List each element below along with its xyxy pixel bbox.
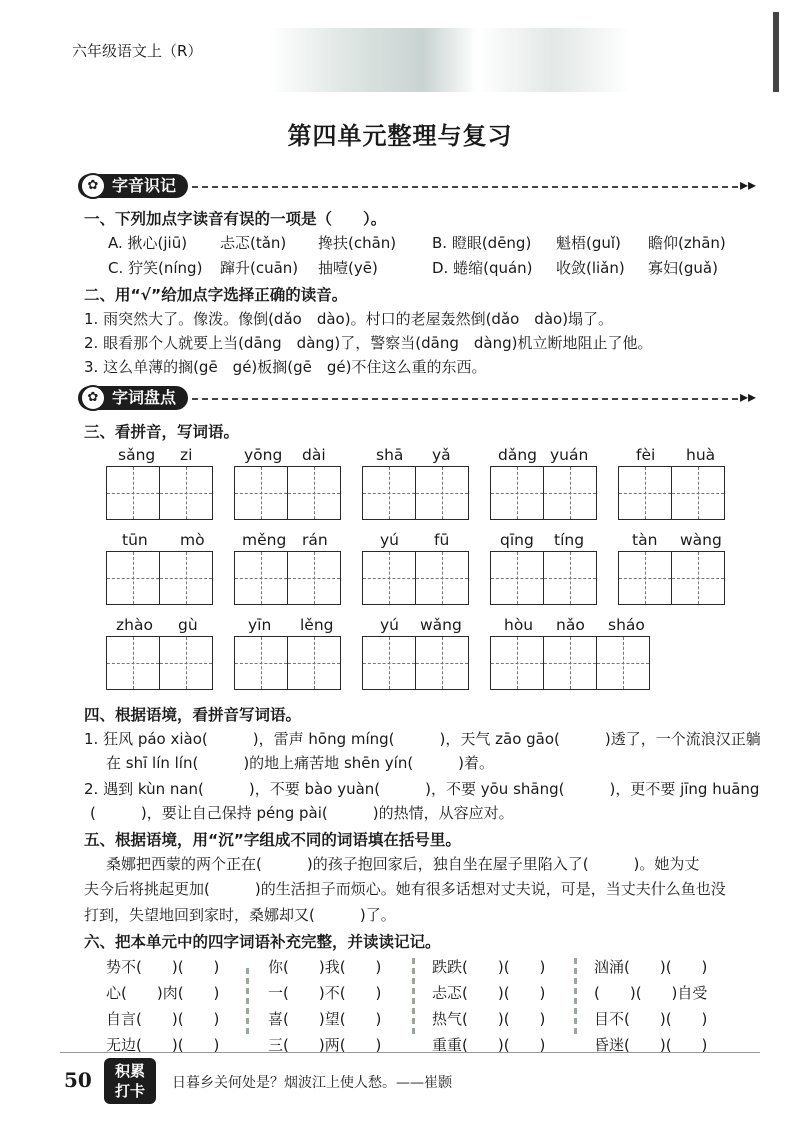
option-c-1: C. 狞笑(níng): [108, 259, 203, 277]
pinyin-label: zi: [180, 446, 193, 464]
option-a-1: A. 揪心(jiū): [108, 234, 188, 252]
page-edge-bar: [773, 12, 779, 92]
pinyin-label: dài: [302, 446, 326, 464]
double-arrow-icon: ▸▸: [740, 175, 757, 194]
idiom-blank: ( )( )自受: [594, 984, 708, 1002]
idiom-blank: 一( )不( ): [268, 984, 382, 1002]
question-5-prompt: 五、根据语境，用“沉”字组成不同的词语填在括号里。: [84, 831, 461, 849]
pinyin-label: yīn: [248, 616, 272, 634]
pinyin-label: měng: [242, 531, 287, 549]
writing-box[interactable]: [490, 636, 650, 690]
pinyin-label: yǎ: [432, 446, 451, 464]
question-4-prompt: 四、根据语境，看拼音写词语。: [84, 706, 302, 724]
writing-box[interactable]: [362, 466, 469, 520]
section-badge-pronunciation: [78, 174, 188, 198]
writing-box[interactable]: [490, 551, 597, 605]
option-b-2: 魁梧(guǐ): [556, 234, 621, 252]
pinyin-label: hòu: [504, 616, 534, 634]
idiom-blank: 汹涌( )( ): [594, 958, 708, 976]
pinyin-label: sǎng: [118, 446, 156, 464]
pinyin-label: yú: [380, 531, 399, 549]
question-5-line: 打到，失望地回到家时，桑娜却又( )了。: [84, 906, 396, 924]
option-a-2: 忐忑(tǎn): [220, 234, 287, 252]
writing-box[interactable]: [490, 466, 597, 520]
idiom-blank: 三( )两( ): [268, 1036, 382, 1054]
stamp-line-1: 积累: [114, 1062, 145, 1080]
footer-quote: 日暮乡关何处是？烟波江上使人愁。——崔颢: [172, 1075, 452, 1091]
question-1-prompt: 一、下列加点字读音有误的一项是（ ）。: [84, 210, 387, 228]
pinyin-label: sháo: [608, 616, 645, 634]
lightbulb-icon: ✿: [80, 173, 106, 199]
writing-box[interactable]: [234, 551, 341, 605]
option-b-1: B. 瞪眼(dēng): [432, 234, 532, 252]
page-number: 50: [64, 1068, 92, 1092]
grade-label: 六年级语文上（R）: [72, 42, 203, 60]
option-c-2: 蹿升(cuān): [220, 259, 299, 277]
option-c-3: 抽噎(yē): [318, 259, 378, 277]
pinyin-label: wǎng: [420, 616, 462, 634]
question-4-line: 1. 狂风 páo xiào( )，雷声 hōng míng( )，天气 zāo gāo( )透了，一个流浪汉正躺: [84, 730, 761, 748]
idiom-blank: 跌跌( )( ): [432, 958, 546, 976]
pinyin-label: dǎng: [498, 446, 537, 464]
section-badge-vocabulary: [78, 386, 188, 410]
question-2-prompt: 二、用“√”给加点字选择正确的读音。: [84, 286, 348, 304]
idiom-blank: 喜( )望( ): [268, 1010, 382, 1028]
pinyin-label: yú: [380, 616, 399, 634]
pinyin-label: shā: [376, 446, 404, 464]
option-d-1: D. 蜷缩(quán): [432, 259, 533, 277]
idiom-blank: 心( )肉( ): [106, 984, 220, 1002]
pinyin-label: tàn: [632, 531, 658, 549]
writing-box[interactable]: [362, 636, 469, 690]
idiom-blank: 热气( )( ): [432, 1010, 546, 1028]
question-4-line: ( )，要让自己保持 péng pài( )的热情，从容应对。: [90, 804, 514, 822]
double-arrow-icon: ▸▸: [740, 387, 757, 406]
section-label: 字词盘点: [112, 388, 177, 407]
section-divider: [192, 398, 738, 400]
pinyin-label: fèi: [636, 446, 656, 464]
writing-box[interactable]: [234, 466, 341, 520]
idiom-blank: 昏迷( )( ): [594, 1036, 708, 1054]
option-d-2: 收敛(liǎn): [556, 259, 625, 277]
question-3-prompt: 三、看拼音，写词语。: [84, 423, 240, 441]
pinyin-label: huà: [686, 446, 716, 464]
pinyin-label: yōng: [244, 446, 283, 464]
writing-box[interactable]: [618, 551, 725, 605]
section-label: 字音识记: [112, 176, 177, 195]
idiom-blank: 势不( )( ): [106, 958, 220, 976]
writing-box[interactable]: [234, 636, 341, 690]
idiom-blank: 你( )我( ): [268, 958, 382, 976]
option-b-3: 瞻仰(zhān): [648, 234, 726, 252]
pinyin-label: qīng: [500, 531, 534, 549]
pinyin-label: fū: [434, 531, 450, 549]
pinyin-label: zhào: [116, 616, 153, 634]
idiom-blank: 无边( )( ): [106, 1036, 220, 1054]
page-title: 第四单元整理与复习: [287, 121, 513, 150]
lightbulb-icon: ✿: [80, 385, 106, 411]
pinyin-label: nǎo: [556, 616, 585, 634]
vine-decoration: [574, 958, 577, 1038]
pinyin-label: rán: [302, 531, 328, 549]
section-divider: [192, 186, 738, 188]
writing-box[interactable]: [106, 551, 213, 605]
question-2-item: 2. 眼看那个人就要上当(dāng dàng)了，警察当(dāng dàng)机立断地阻止了他。: [84, 334, 653, 352]
question-5-line: 桑娜把西蒙的两个正在( )的孩子抱回家后，独自坐在屋子里陷入了( )。她为丈: [106, 855, 700, 873]
option-d-3: 寡妇(guǎ): [648, 259, 718, 277]
idiom-blank: 忐忑( )( ): [432, 984, 546, 1002]
vine-decoration: [246, 968, 249, 1038]
checkin-stamp: [104, 1058, 156, 1104]
writing-box[interactable]: [106, 466, 213, 520]
pinyin-label: tíng: [554, 531, 585, 549]
stamp-line-2: 打卡: [114, 1082, 145, 1100]
question-4-line: 2. 遇到 kùn nan( )，不要 bào yuàn( )，不要 yōu shāng( )，更不要 jīng huāng: [84, 780, 760, 798]
question-2-item: 1. 雨突然大了。像泼。像倒(dǎo dào)。村口的老屋轰然倒(dǎo dào)塌了。: [84, 310, 614, 328]
writing-box[interactable]: [362, 551, 469, 605]
idiom-blank: 重重( )( ): [432, 1036, 546, 1054]
question-2-item: 3. 这么单薄的搁(gē gé)板搁(gē gé)不住这么重的东西。: [84, 358, 487, 376]
footer-divider: [60, 1052, 760, 1053]
idiom-blank: 自言( )( ): [106, 1010, 220, 1028]
pinyin-label: yuán: [550, 446, 589, 464]
question-5-line: 夫今后将挑起更加( )的生活担子而烦心。她有很多话想对丈夫说，可是，当丈夫什么鱼也没: [84, 880, 726, 898]
idiom-blank: 目不( )( ): [594, 1010, 708, 1028]
writing-box[interactable]: [106, 636, 213, 690]
pinyin-label: wàng: [680, 531, 722, 549]
writing-box[interactable]: [618, 466, 725, 520]
option-a-3: 搀扶(chān): [318, 234, 397, 252]
question-6-prompt: 六、把本单元中的四字词语补充完整，并读读记记。: [84, 933, 441, 951]
pinyin-label: mò: [180, 531, 205, 549]
pinyin-label: tūn: [122, 531, 148, 549]
vine-decoration: [412, 958, 415, 1038]
question-4-line: 在 shī lín lín( )的地上痛苦地 shēn yín( )着。: [106, 754, 495, 772]
pinyin-label: lěng: [300, 616, 334, 634]
pinyin-label: gù: [178, 616, 198, 634]
